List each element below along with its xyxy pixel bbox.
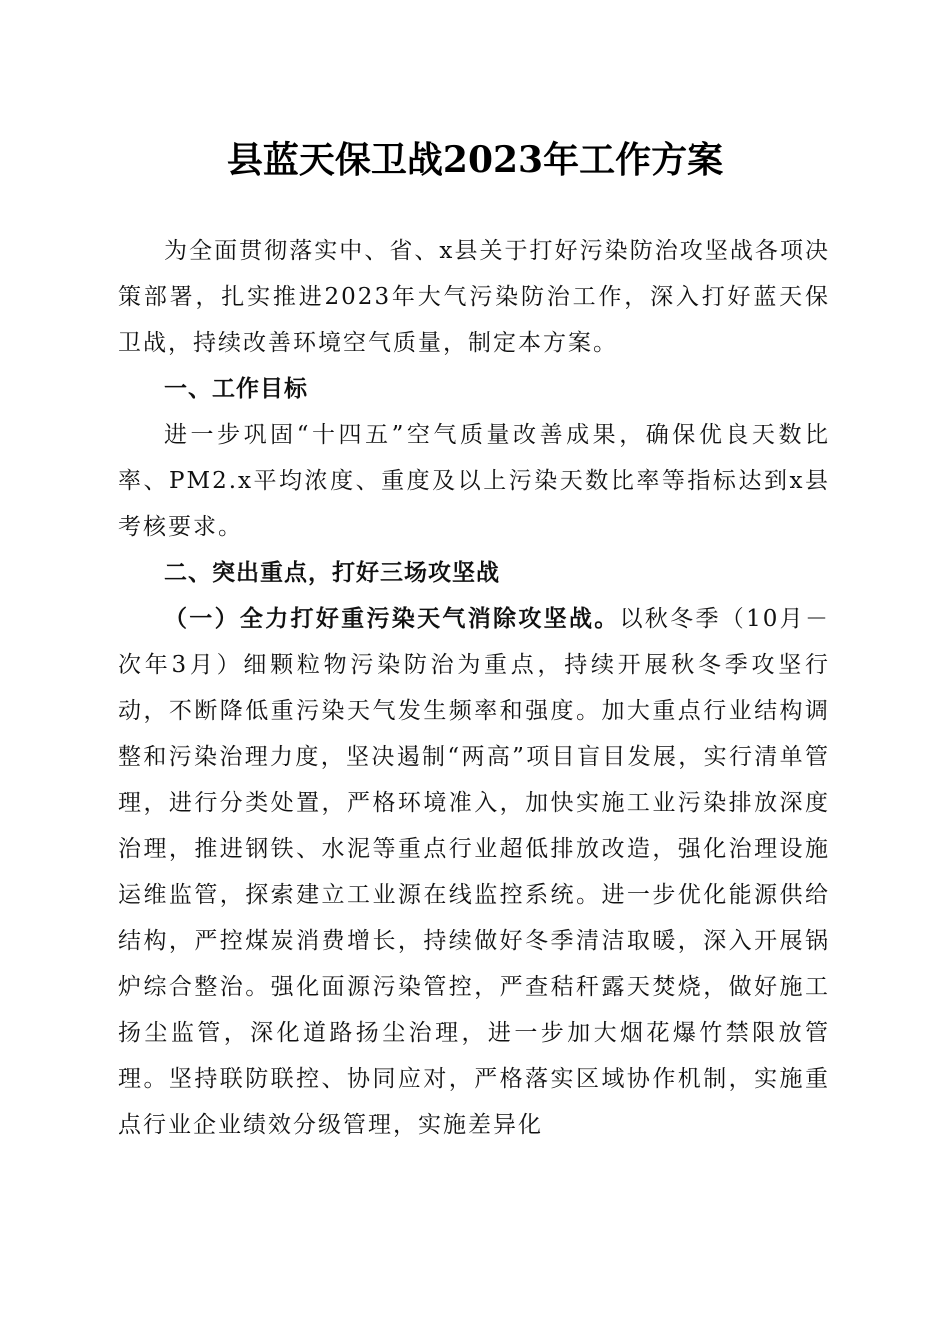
- document-body: [118, 228, 830, 1148]
- section-1-heading: 一、工作目标: [164, 376, 308, 402]
- section-2-sub-1-paragraph: [118, 596, 830, 1148]
- section-1-paragraph: 进一步巩固“十四五”空气质量改善成果，确保优良天数比率、PM2.x平均浓度、重度及以上污染天数比率等指标达到x县考核要求。: [118, 422, 830, 540]
- section-2-sub-1-lead: （一）全力打好重污染天气消除攻坚战。: [164, 605, 620, 632]
- section-2-heading: 二、突出重点，打好三场攻坚战: [164, 560, 500, 586]
- section-2-sub-1-text: 以秋冬季（10月－次年3月）细颗粒物污染防治为重点，持续开展秋冬季攻坚行动，不断降低重污染天气发生频率和强度。加大重点行业结构调整和污染治理力度，坚决遏制“两高”项目盲目发展，实行清单管理，进行分类处置，严格环境准入，加快实施工业污染排放深度治理，推进钢铁、水泥等重点行业超低排放改造，强化治理设施运维监管，探索建立工业源在线监控系统。进一步优化能源供给结构，严控煤炭消费增长，持续做好冬季清洁取暖，深入开展锅炉综合整治。强化面源污染管控，严查秸秆露天焚烧，做好施工扬尘监管，深化道路扬尘治理，进一步加大烟花爆竹禁限放管理。坚持联防联控、协同应对，严格落实区域协作机制，实施重点行业企业绩效分级管理，实施差异化: [118, 606, 830, 1138]
- intro-paragraph: 为全面贯彻落实中、省、x县关于打好污染防治攻坚战各项决策部署，扎实推进2023年大气污染防治工作，深入打好蓝天保卫战，持续改善环境空气质量，制定本方案。: [118, 238, 830, 356]
- document-title: 县蓝天保卫战2023年工作方案: [226, 139, 724, 181]
